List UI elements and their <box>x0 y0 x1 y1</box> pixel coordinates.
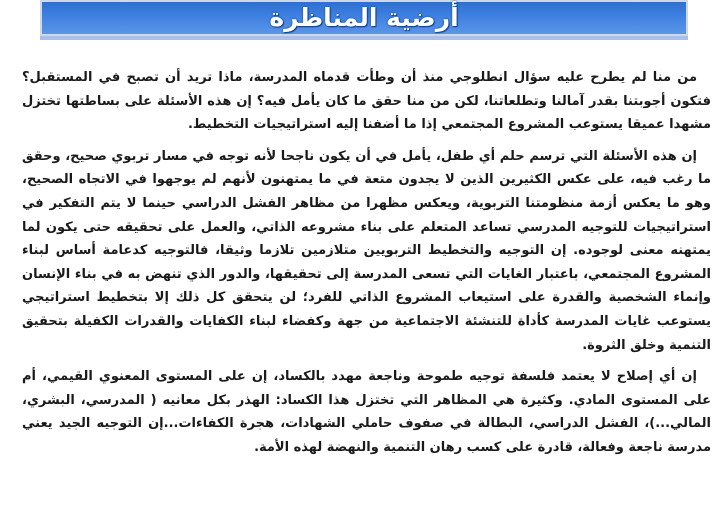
paragraph-guidance: إن هذه الأسئلة التي ترسم حلم أي طفل، يأمل في أن يكون ناجحا لأنه توجه في مسار تربوي صحيح، وحقق ما رغب فيه، على عكس الكثيرين الذين لا يجدون متعة في ما يمتهنون لأنهم لم يوجهوا في الاتجاه الصحيح، وهو ما يعكس أزمة منظومتنا التربوية، ويعكس مظهرا من مظاهر الفشل الدراسي حينما لا يتم التفكير في استراتيجيات للتوجيه المدرسي تساعد المتعلم على بناء مشروعه الذاتي، والعمل على تحقيقه حتى يكون لما يمتهنه معنى لوجوده. إن التوجيه والتخطيط التربويين متلازمين تلازما وثيقا، فالتوجيه كدعامة أساس لبناء المشروع المجتمعي، باعتبار الغايات التي تسعى المدرسة إلى تحقيقها، والدور الذي تنهض به في بناء الإنسان وإنماء الشخصية والقدرة على استيعاب المشروع الذاتي للفرد؛ لن يتحقق كل ذلك إلا بتخطيط استراتيجي يستوعب غايات المدرسة كأداة للتنشئة الاجتماعية من جهة وكفضاء لبناء الكفايات والقدرات الكفيلة بتحقيق التنمية وخلق الثروة. <box>22 148 711 353</box>
page-title: أرضية المناظرة <box>269 3 459 32</box>
banner-underline <box>40 36 688 40</box>
paragraph-reform: إن أي إصلاح لا يعتمد فلسفة توجيه طموحة وناجعة مهدد بالكساد، إن على المستوى المعنوي القيمي، أم على المستوى المادي. وكثيرة هي المظاهر التي تختزل هذا الكساد: الهذر بكل معانيه ( المدرسي، البشري، المالي...)، الفشل الدراسي، البطالة في صفوف حاملي الشهادات، هجرة الكفاءات...إن التوجيه الجيد يعني مدرسة ناجعة وفعالة، قادرة على كسب رهان التنمية والنهضة لهذه الأمة. <box>22 369 711 455</box>
title-banner <box>40 0 688 36</box>
paragraph-intro: من منا لم يطرح عليه سؤال انطلوجي منذ أن وطأت قدماه المدرسة، ماذا تريد أن تصبح في المستقبل؟ فتكون أجوبتنا بقدر آمالنا وتطلعاتنا، لكن من منا حقق ما كان يأمل فيه؟ إن هذه الأسئلة على بساطتها تختزل مشهدا عميقا يستوعب المشروع المجتمعي إذا ما أضفنا إليه استراتيجيات التخطيط. <box>22 70 711 133</box>
article-body <box>22 66 711 460</box>
